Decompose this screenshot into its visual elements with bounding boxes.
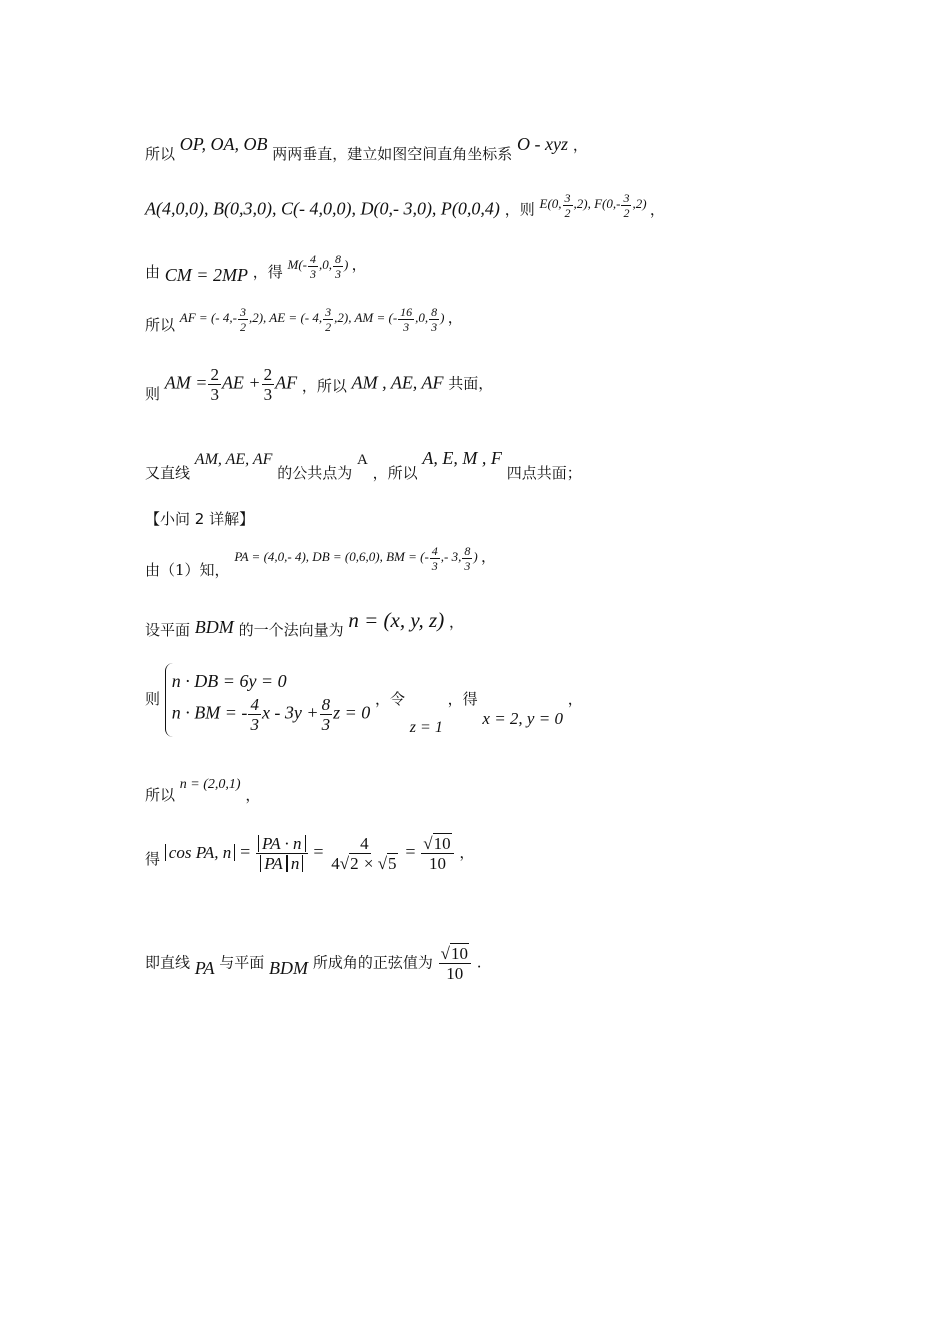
- fraction: [333, 253, 343, 280]
- denominator: 2: [623, 206, 630, 220]
- text-suoyi: ，所以: [301, 376, 347, 395]
- numerator: 4: [250, 694, 259, 714]
- math-bdm: BDM: [269, 957, 309, 978]
- abs-n: n: [287, 855, 304, 872]
- math-e-part: E(0,: [539, 196, 562, 212]
- punct: ，: [459, 843, 475, 862]
- text-ze: 则: [145, 384, 161, 403]
- denominator: 2: [325, 320, 332, 334]
- equals: =: [240, 841, 251, 862]
- eq1-text: n · DB = 6y = 0: [171, 671, 287, 691]
- denominator: 3: [263, 385, 273, 404]
- math-af: AF = (- 4,-: [179, 310, 237, 326]
- fraction-answer: [439, 945, 471, 982]
- denominator: 2: [239, 320, 246, 334]
- numerator: 8: [431, 305, 438, 319]
- text-from-1: 由（1）知，: [145, 561, 230, 580]
- denominator: 3: [464, 559, 471, 573]
- eq2-part: z = 0: [333, 702, 371, 723]
- fraction-4: [329, 835, 399, 872]
- math-o-xyz: O - xyz: [517, 134, 569, 154]
- punct: ，: [245, 786, 261, 804]
- math-m-part: M(-: [287, 257, 308, 273]
- numerator: 3: [239, 305, 246, 319]
- denominator: 3: [250, 714, 259, 734]
- fraction: [462, 545, 472, 572]
- text-and-plane: 与平面: [219, 953, 265, 972]
- fraction: [398, 306, 414, 333]
- section-heading: [145, 512, 254, 527]
- text-you-zhixian: 又直线: [145, 464, 191, 482]
- denominator: 3: [431, 320, 438, 334]
- fraction-cos: [256, 835, 308, 872]
- fraction: [563, 192, 573, 219]
- math-n-xyz: n = (x, y, z): [348, 608, 445, 632]
- numerator: 4: [310, 252, 317, 266]
- text-suoyi: 所以: [145, 145, 176, 163]
- math-a: A: [357, 452, 368, 468]
- equals: =: [405, 841, 416, 862]
- numerator: 4: [360, 834, 369, 853]
- math-n-value: n = (2,0,1): [179, 777, 241, 792]
- fraction: [308, 253, 318, 280]
- math-mid: ,- 3,: [440, 549, 462, 565]
- math-close: ): [344, 257, 349, 273]
- line-12: [145, 945, 482, 982]
- math-ae: ,2), AE = (- 4,: [248, 310, 323, 326]
- fraction-sqrt10: [421, 835, 453, 872]
- times: ×: [363, 854, 374, 873]
- fraction: [238, 306, 248, 333]
- text-suoyi: 所以: [145, 316, 176, 335]
- numerator: 8: [464, 544, 471, 558]
- line-9: [145, 663, 583, 737]
- punct: ，: [480, 547, 496, 566]
- denominator: 10: [428, 854, 446, 873]
- math-af: AF: [275, 372, 298, 393]
- math-op-oa-ob: OP, OA, OB: [179, 134, 268, 154]
- abs-pa: PA: [260, 855, 287, 872]
- punct: ，: [649, 200, 665, 219]
- math-am-ae-af: AM, AE, AF: [194, 451, 273, 468]
- math-close: ): [473, 549, 478, 565]
- equation-1: [172, 667, 370, 696]
- numerator: √10: [421, 835, 453, 854]
- math-am: ,2), AM = (-: [334, 310, 398, 326]
- abs-dot: PA · n: [258, 835, 306, 852]
- numerator: 3: [325, 305, 332, 319]
- equation-system: [165, 663, 370, 737]
- text-normal-vector: 的一个法向量为: [238, 621, 344, 639]
- radicand: 10: [433, 834, 451, 853]
- punct: ，: [351, 255, 367, 274]
- text-de: 得: [145, 849, 161, 868]
- denominator: 3: [431, 559, 438, 573]
- fraction: [621, 192, 631, 219]
- punct: ，: [448, 613, 464, 631]
- punct: ，: [572, 136, 588, 154]
- text-then: ，则: [504, 200, 535, 219]
- math-bdm: BDM: [194, 617, 234, 637]
- eq2-part: n · BM = -: [171, 702, 248, 723]
- denominator: 3: [210, 385, 219, 404]
- heading-text: 【小问 2 详解】: [145, 510, 255, 528]
- text-four-points: 四点共面；: [506, 464, 582, 482]
- math-pa: PA: [194, 957, 215, 978]
- eq2-part: x - 3y +: [261, 702, 319, 723]
- punct: ，: [567, 689, 583, 708]
- line-3: [145, 252, 367, 286]
- line-11: [145, 835, 474, 872]
- fraction: [430, 545, 440, 572]
- line-10: [145, 776, 261, 804]
- numerator: 2: [263, 365, 273, 384]
- radicand: 10: [450, 944, 468, 963]
- text-sine-value: 所成角的正弦值为: [312, 953, 433, 972]
- math-close: ,2): [632, 196, 647, 212]
- math-ae-plus: AE +: [221, 372, 261, 393]
- denominator: 3: [335, 267, 342, 281]
- text-you: 由: [145, 263, 161, 282]
- numerator: 3: [564, 191, 571, 205]
- numerator: 4: [431, 544, 438, 558]
- line-4: [145, 306, 463, 333]
- math-points-abcdp: A(4,0,0), B(0,3,0), C(- 4,0,0), D(0,- 3,0), P(0,0,4): [145, 198, 500, 219]
- coef: 4: [331, 854, 340, 873]
- fraction: [323, 306, 333, 333]
- abs-cos: [165, 844, 236, 861]
- math-cos: cos PA, n: [168, 842, 232, 862]
- numerator: 2: [210, 365, 219, 384]
- fraction: [262, 366, 275, 403]
- text-suoyi: ，所以: [372, 464, 418, 482]
- math-mid: ,0,: [415, 310, 429, 326]
- fraction: [248, 696, 261, 733]
- fraction: [429, 306, 439, 333]
- text-line: 即直线: [145, 953, 191, 972]
- line-8: [145, 608, 464, 639]
- line-7: [145, 544, 496, 580]
- math-vectors: PA = (4,0,- 4), DB = (0,6,0), BM = (-: [234, 549, 429, 565]
- equals: =: [313, 841, 324, 862]
- line-6: [145, 448, 582, 482]
- text-ze: 则: [145, 689, 161, 708]
- denominator: 3: [321, 714, 331, 734]
- fraction: [208, 366, 221, 403]
- math-x-y: x = 2, y = 0: [482, 708, 563, 728]
- text-establish-coords: 两两垂直，建立如图空间直角坐标系: [272, 145, 513, 163]
- text-de: ，得: [447, 689, 478, 708]
- text-set-plane: 设平面: [145, 621, 191, 639]
- numerator: 8: [335, 252, 342, 266]
- math-f-part: ,2), F(0,-: [573, 196, 621, 212]
- denominator: 4√2 × √5: [331, 854, 397, 873]
- math-mid: ,0,: [319, 257, 333, 273]
- text-common-point: 的公共点为: [277, 464, 353, 482]
- numerator: 8: [321, 694, 331, 714]
- denominator: 3: [403, 320, 410, 334]
- fraction: [320, 696, 333, 733]
- numerator: [256, 835, 308, 854]
- math-close: ): [440, 310, 445, 326]
- math-aemf: A, E, M , F: [422, 448, 502, 468]
- denominator: [258, 854, 305, 872]
- math-am-ae-af: AM , AE, AF: [351, 372, 444, 393]
- line-2: [145, 191, 665, 225]
- math-am-eq: AM =: [164, 372, 208, 393]
- text-de: ，得: [252, 263, 283, 282]
- text-coplanar: 共面，: [448, 374, 494, 393]
- line-5: [145, 366, 493, 403]
- denominator: 2: [564, 206, 571, 220]
- punct: ，: [447, 308, 463, 327]
- line-1: [145, 134, 588, 163]
- denominator: 10: [446, 964, 464, 983]
- equation-2: [172, 696, 370, 733]
- text-ling: ，令: [375, 689, 406, 708]
- numerator: 16: [400, 305, 413, 319]
- math-z-eq-1: z = 1: [409, 718, 443, 736]
- denominator: 3: [310, 267, 317, 281]
- numerator: √10: [439, 945, 471, 964]
- text-suoyi: 所以: [145, 786, 176, 804]
- numerator: 3: [623, 191, 630, 205]
- radicand: 5: [388, 854, 397, 873]
- radicand: 2: [350, 854, 359, 873]
- punct: .: [476, 953, 482, 972]
- math-cm-2mp: CM = 2MP: [164, 265, 248, 286]
